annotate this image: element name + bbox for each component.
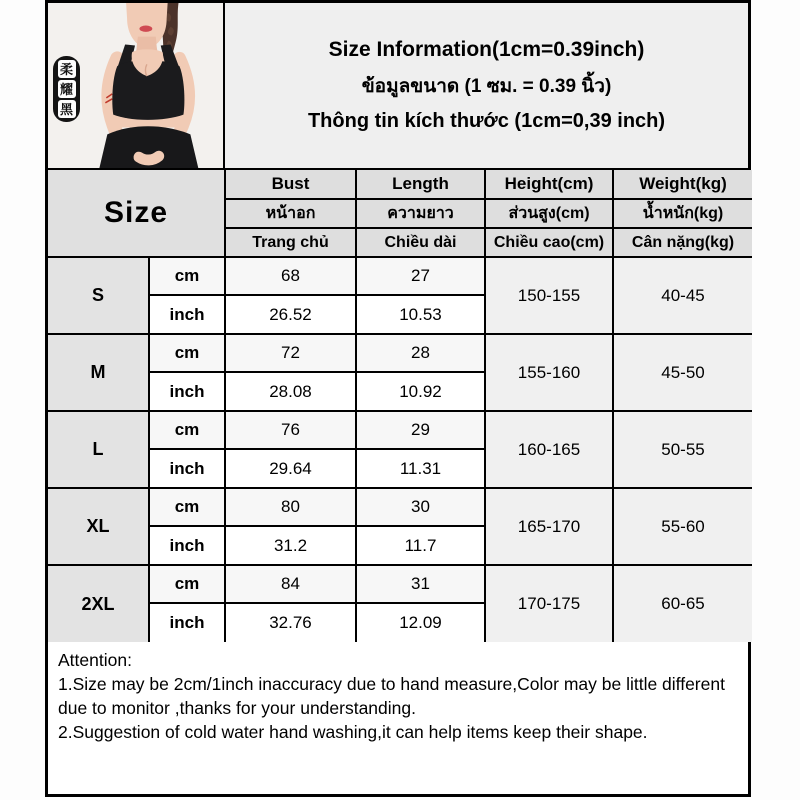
col-header-length-en: Length	[356, 170, 485, 199]
length-inch-value: 10.53	[356, 295, 485, 334]
size-header-cell: Size	[48, 170, 225, 257]
bust-inch-value: 29.64	[225, 449, 356, 488]
header-row-english	[48, 170, 752, 199]
weight-range-value: 50-55	[613, 411, 752, 488]
length-cm-value: 30	[356, 488, 485, 526]
height-range-value: 170-175	[485, 565, 613, 642]
weight-range-value: 55-60	[613, 488, 752, 565]
length-cm-value: 28	[356, 334, 485, 372]
title-panel	[225, 3, 748, 168]
col-header-bust-en: Bust	[225, 170, 356, 199]
col-header-length-vi: Chiều dài	[356, 228, 485, 257]
col-header-length-th: ความยาว	[356, 199, 485, 228]
size-label-l: L	[48, 411, 149, 488]
color-label-char: 耀	[58, 80, 76, 98]
unit-inch-label: inch	[149, 295, 225, 334]
bust-inch-value: 32.76	[225, 603, 356, 642]
title-english: Size Information(1cm=0.39inch)	[328, 38, 645, 61]
length-cm-value: 31	[356, 565, 485, 603]
unit-cm-label: cm	[149, 411, 225, 449]
title-vietnamese: Thông tin kích thước (1cm=0,39 inch)	[307, 110, 666, 132]
title-thai: ข้อมูลขนาด (1 ซม. = 0.39 นิ้ว)	[361, 76, 612, 97]
size-label-2xl: 2XL	[48, 565, 149, 642]
height-range-value: 150-155	[485, 257, 613, 334]
col-header-height-th: ส่วนสูง(cm)	[485, 199, 613, 228]
bust-cm-value: 80	[225, 488, 356, 526]
unit-inch-label: inch	[149, 526, 225, 565]
unit-cm-label: cm	[149, 257, 225, 295]
size-label-s: S	[48, 257, 149, 334]
col-header-height-vi: Chiều cao(cm)	[485, 228, 613, 257]
bust-cm-value: 72	[225, 334, 356, 372]
col-header-bust-vi: Trang chủ	[225, 228, 356, 257]
col-header-weight-en: Weight(kg)	[613, 170, 752, 199]
size-label-xl: XL	[48, 488, 149, 565]
unit-cm-label: cm	[149, 565, 225, 603]
col-header-weight-th: น้ำหนัก(kg)	[613, 199, 752, 228]
unit-cm-label: cm	[149, 334, 225, 372]
bust-inch-value: 28.08	[225, 372, 356, 411]
color-label-char: 柔	[58, 60, 76, 78]
color-name-label	[53, 56, 80, 122]
length-inch-value: 12.09	[356, 603, 485, 642]
size-row-s-cm	[48, 257, 752, 295]
weight-range-value: 40-45	[613, 257, 752, 334]
attention-heading: Attention:	[58, 650, 132, 670]
height-range-value: 160-165	[485, 411, 613, 488]
col-header-height-en: Height(cm)	[485, 170, 613, 199]
bust-cm-value: 76	[225, 411, 356, 449]
size-row-l-cm	[48, 411, 752, 449]
bust-inch-value: 31.2	[225, 526, 356, 565]
unit-inch-label: inch	[149, 372, 225, 411]
bust-cm-value: 68	[225, 257, 356, 295]
model-photo	[48, 3, 225, 168]
length-inch-value: 10.92	[356, 372, 485, 411]
bust-inch-value: 26.52	[225, 295, 356, 334]
bust-cm-value: 84	[225, 565, 356, 603]
size-table	[48, 170, 752, 642]
size-label-m: M	[48, 334, 149, 411]
attention-line-1: 1.Size may be 2cm/1inch inaccuracy due to hand measure,Color may be little different due to monitor ,thanks for your understanding.	[58, 674, 725, 719]
color-label-char: 黑	[58, 100, 76, 118]
weight-range-value: 60-65	[613, 565, 752, 642]
length-cm-value: 27	[356, 257, 485, 295]
weight-range-value: 45-50	[613, 334, 752, 411]
unit-inch-label: inch	[149, 449, 225, 488]
unit-inch-label: inch	[149, 603, 225, 642]
unit-cm-label: cm	[149, 488, 225, 526]
col-header-bust-th: หน้าอก	[225, 199, 356, 228]
length-inch-value: 11.7	[356, 526, 485, 565]
attention-notes	[48, 642, 748, 794]
length-cm-value: 29	[356, 411, 485, 449]
height-range-value: 155-160	[485, 334, 613, 411]
size-row-2xl-cm	[48, 565, 752, 603]
top-section	[48, 3, 748, 170]
height-range-value: 165-170	[485, 488, 613, 565]
attention-line-2: 2.Suggestion of cold water hand washing,it can help items keep their shape.	[58, 722, 648, 743]
size-row-m-cm	[48, 334, 752, 372]
length-inch-value: 11.31	[356, 449, 485, 488]
size-row-xl-cm	[48, 488, 752, 526]
col-header-weight-vi: Cân nặng(kg)	[613, 228, 752, 257]
content-frame	[45, 0, 751, 797]
